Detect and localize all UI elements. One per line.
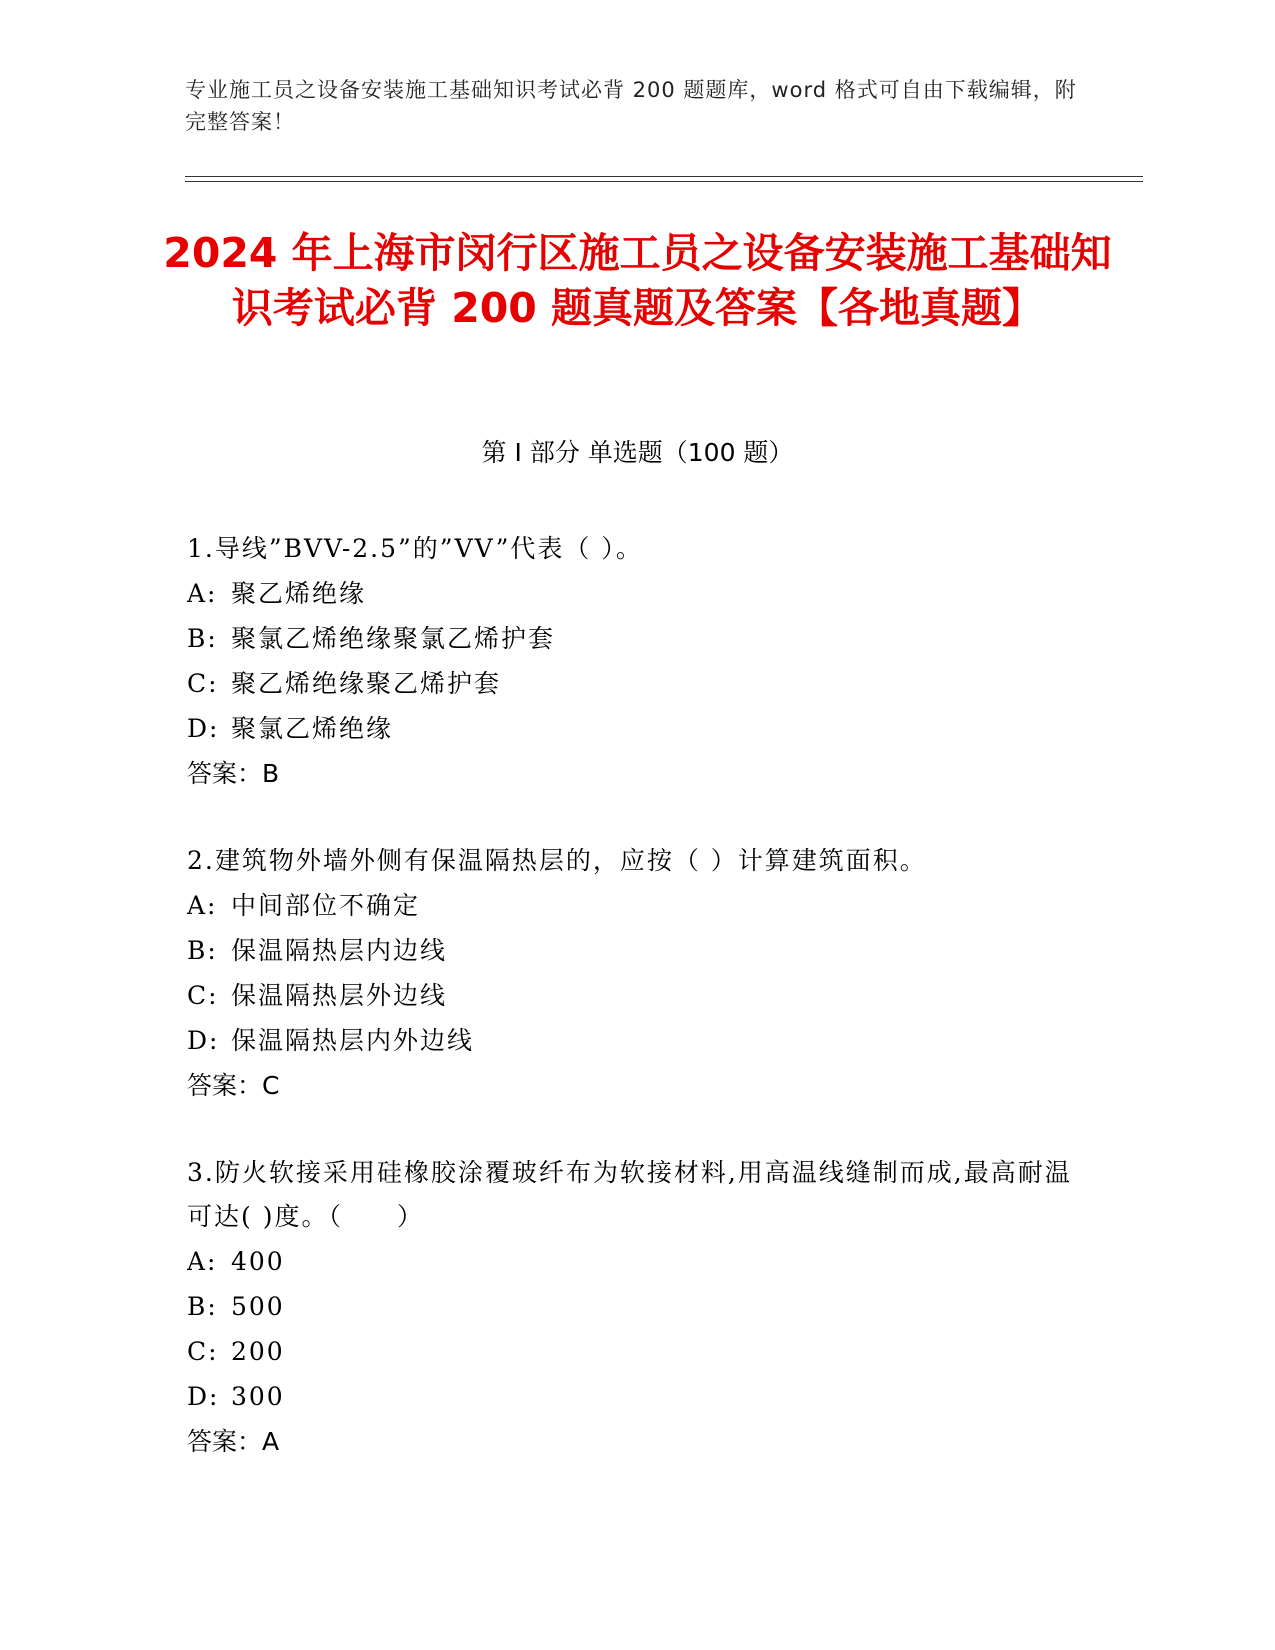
option-d bbox=[187, 1374, 1087, 1419]
question-3 bbox=[187, 1151, 1087, 1464]
option-text: 聚乙烯绝缘 bbox=[231, 579, 367, 608]
answer-value: B bbox=[262, 759, 280, 788]
option-a bbox=[187, 883, 1087, 928]
option-a bbox=[187, 1239, 1087, 1284]
option-key: D: bbox=[187, 1026, 220, 1055]
answer-value: A bbox=[262, 1427, 280, 1456]
option-text: 聚氯乙烯绝缘 bbox=[231, 714, 394, 743]
option-b bbox=[187, 1284, 1087, 1329]
header-divider-top bbox=[185, 176, 1143, 177]
option-c bbox=[187, 973, 1087, 1018]
option-text: 500 bbox=[231, 1292, 285, 1321]
option-key: C: bbox=[187, 1337, 219, 1366]
question-stem: 1.导线”BVV-2.5”的”VV”代表（ ）。 bbox=[187, 534, 643, 563]
option-d bbox=[187, 1018, 1087, 1063]
option-key: A: bbox=[187, 579, 218, 608]
option-text: 保温隔热层内外边线 bbox=[231, 1026, 475, 1055]
header-divider-bottom bbox=[185, 181, 1143, 182]
option-key: B: bbox=[187, 624, 218, 653]
option-key: B: bbox=[187, 936, 218, 965]
option-key: A: bbox=[187, 1247, 218, 1276]
option-text: 聚乙烯绝缘聚乙烯护套 bbox=[231, 669, 502, 698]
option-b bbox=[187, 928, 1087, 973]
option-c bbox=[187, 661, 1087, 706]
option-key: C: bbox=[187, 981, 219, 1010]
option-key: C: bbox=[187, 669, 219, 698]
question-1 bbox=[187, 527, 1087, 796]
option-d bbox=[187, 706, 1087, 751]
option-a bbox=[187, 571, 1087, 616]
option-key: A: bbox=[187, 891, 218, 920]
option-text: 400 bbox=[231, 1247, 285, 1276]
option-c bbox=[187, 1329, 1087, 1374]
option-text: 200 bbox=[231, 1337, 285, 1366]
section-heading: 第 I 部分 单选题（100 题） bbox=[481, 438, 794, 467]
question-list bbox=[187, 527, 1087, 1507]
answer-line bbox=[187, 1419, 1087, 1464]
question-stem: 3.防火软接采用硅橡胶涂覆玻纤布为软接材料,用高温线缝制而成,最高耐温可达( )度。（ ） bbox=[187, 1158, 1072, 1231]
option-text: 聚氯乙烯绝缘聚氯乙烯护套 bbox=[231, 624, 556, 653]
question-stem: 2.建筑物外墙外侧有保温隔热层的，应按（ ）计算建筑面积。 bbox=[187, 846, 927, 875]
document-title: 2024 年上海市闵行区施工员之设备安装施工基础知识考试必背 200 题真题及答案【各地真题】 bbox=[163, 229, 1112, 332]
option-b bbox=[187, 616, 1087, 661]
answer-label: 答案： bbox=[187, 759, 263, 788]
option-text: 中间部位不确定 bbox=[231, 891, 421, 920]
option-key: D: bbox=[187, 1382, 220, 1411]
option-key: D: bbox=[187, 714, 220, 743]
answer-line bbox=[187, 751, 1087, 796]
option-key: B: bbox=[187, 1292, 218, 1321]
header-note: 专业施工员之设备安装施工基础知识考试必背 200 题题库，word 格式可自由下载编辑，附完整答案！ bbox=[185, 78, 1077, 134]
option-text: 保温隔热层外边线 bbox=[231, 981, 448, 1010]
question-2 bbox=[187, 839, 1087, 1108]
answer-line bbox=[187, 1063, 1087, 1108]
answer-label: 答案： bbox=[187, 1427, 263, 1456]
answer-label: 答案： bbox=[187, 1071, 263, 1100]
option-text: 保温隔热层内边线 bbox=[231, 936, 448, 965]
answer-value: C bbox=[262, 1071, 280, 1100]
option-text: 300 bbox=[231, 1382, 285, 1411]
